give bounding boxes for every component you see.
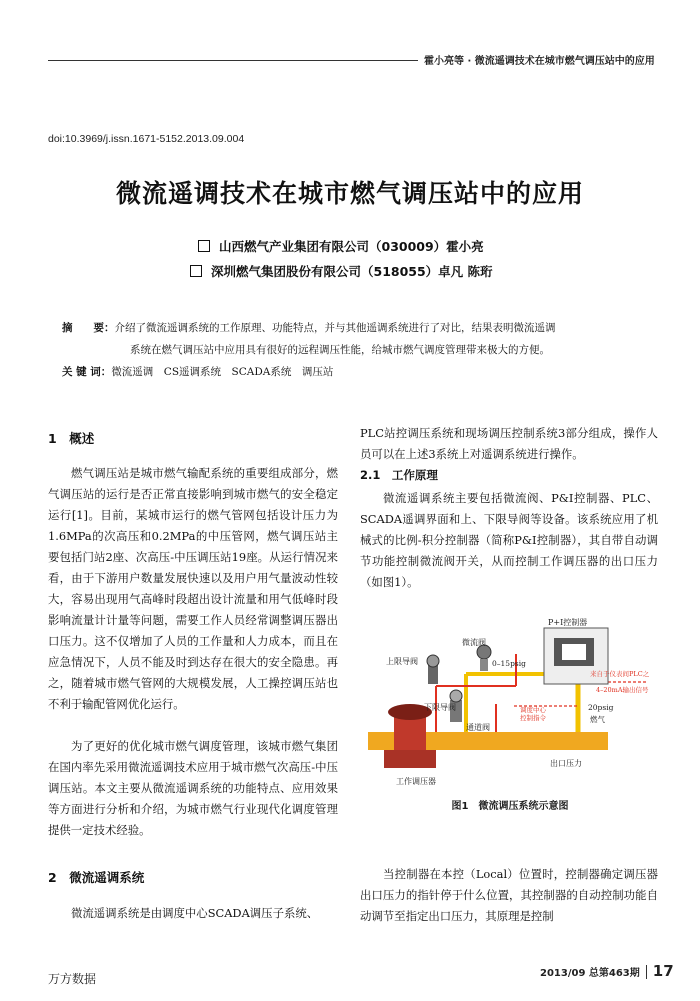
abstract bbox=[62, 317, 662, 383]
figure-1-caption: 图1 微流调压系统示意图 bbox=[451, 801, 569, 812]
fig-label-plc-1: 来自于仪表间PLC之 bbox=[590, 670, 650, 678]
section-2-title: 2 微流遥调系统 bbox=[48, 870, 145, 885]
fig-label-upper-pilot: 上限导阀 bbox=[386, 657, 418, 666]
fig-label-controller: P+I控制器 bbox=[548, 618, 588, 627]
fig-label-micro-valve: 微流阀 bbox=[462, 638, 486, 647]
header-rule bbox=[48, 60, 418, 61]
keywords-label: 关 键 词： bbox=[62, 366, 112, 378]
issue-info: 2013/09 总第463期 bbox=[540, 968, 640, 979]
fig-label-regulator: 工作调压器 bbox=[396, 777, 436, 786]
fig-label-gas: 燃气 bbox=[590, 715, 605, 724]
fig-label-outlet: 出口压力 bbox=[550, 759, 582, 768]
author-line-1: 山西燃气产业集团有限公司（030009）霍小亮 bbox=[198, 237, 484, 255]
regulator-diagram bbox=[366, 614, 658, 788]
footer-divider bbox=[646, 965, 647, 979]
checkbox-square-icon bbox=[190, 265, 202, 277]
section-1-paragraph-1: 燃气调压站是城市燃气输配系统的重要组成部分，燃气调压站的运行是否正常直接影响到城市燃气的安全稳定运行[1]。目前，某城市运行的燃气管网包括设计压力为1.6MPa的次高压和0.2MPa的中压管网，燃气调压站主要包括门站2座、次高压-中压调压站19座。从运行情况来看，由于下游用户数量发展快速以及用户用气量波动性较大，容易出现用气高峰时段超出设计流量和用气低峰时段影响流量计计量等问题，需要工作人员经常调整调压器出口压力。这不仅增加了人员的工作量和人力成本，而且在应急情况下，人员不能及时到达存在很大的安全隐患。再之，随着城市燃气管网的大规模发展，人工操控调压站也不利于输配管网优化运行。 bbox=[48, 466, 338, 711]
figure-1 bbox=[366, 614, 658, 788]
abstract-label: 摘 要： bbox=[62, 322, 115, 334]
right-paragraph-2: 当控制器在本控（Local）位置时，控制器确定调压器出口压力的指针停于什么位置，其控制器的自动控制功能自动调节至指定出口压力，其原理是控制 bbox=[360, 867, 658, 923]
fig-label-bypass-valve: 通道阀 bbox=[466, 723, 490, 732]
fig-label-plc-2: 4–20mA输出信号 bbox=[596, 686, 649, 694]
footer-page-info bbox=[540, 962, 674, 980]
section-1-paragraph-2: 为了更好的优化城市燃气调度管理，该城市燃气集团在国内率先采用微流遥调技术应用于城市燃气次高压-中压调压站。本文主要从微流遥调系统的功能特点、应用效果等方面进行分析和介绍，为城市燃气行业现代化调度管理提供一定技术经验。 bbox=[48, 739, 338, 837]
page-number: 17 bbox=[652, 962, 674, 980]
fig-label-psig-20: 20psig bbox=[588, 703, 614, 712]
right-paragraph-1: PLC站控调压系统和现场调压控制系统3部分组成，操作人员可以在上述3系统上对遥调系统进行操作。 bbox=[360, 426, 658, 461]
footer-watermark: 万方数据 bbox=[48, 972, 97, 986]
article-title: 微流遥调技术在城市燃气调压站中的应用 bbox=[115, 179, 584, 208]
checkbox-square-icon bbox=[198, 240, 210, 252]
fig-label-dispatch-2: 控制指令 bbox=[520, 714, 546, 722]
section-2-paragraph-1: 微流遥调系统是由调度中心SCADA调压子系统、 bbox=[71, 906, 319, 920]
author-line-2: 深圳燃气集团股份有限公司（518055）卓凡 陈珩 bbox=[190, 262, 493, 280]
doi[interactable]: doi:10.3969/j.issn.1671-5152.2013.09.004 bbox=[48, 133, 245, 145]
fig-label-psig-low: 0–15psig bbox=[492, 659, 526, 668]
micro-valve bbox=[477, 645, 491, 659]
abstract-line-1: 介绍了微流遥调系统的工作原理、功能特点，并与其他遥调系统进行了对比，结果表明微流遥调 bbox=[114, 322, 556, 334]
fig-label-lower-pilot: 下限导阀 bbox=[424, 703, 456, 712]
abstract-line-2: 系统在燃气调压站中应用具有很好的远程调压性能，给城市燃气调度管理带来极大的方便。 bbox=[130, 344, 550, 356]
running-header: 霍小亮等 · 微流遥调技术在城市燃气调压站中的应用 bbox=[424, 56, 655, 67]
fig-label-dispatch-1: 调度中心 bbox=[520, 706, 546, 714]
section-1-title: 1 概述 bbox=[48, 431, 95, 446]
section-2-1-paragraph: 微流遥调系统主要包括微流阀、P&I控制器、PLC、SCADA遥调界面和上、下限导阀等设备。该系统应用了机械式的比例-积分控制器（简称P&I控制器），其自带自动调节功能控制微流阀开关，从而控制工作调压器的出口压力（如图1）。 bbox=[360, 491, 658, 589]
keywords: 微流遥调 CS遥调系统 SCADA系统 调压站 bbox=[111, 366, 334, 378]
section-2-1-title: 2.1 工作原理 bbox=[360, 468, 438, 482]
